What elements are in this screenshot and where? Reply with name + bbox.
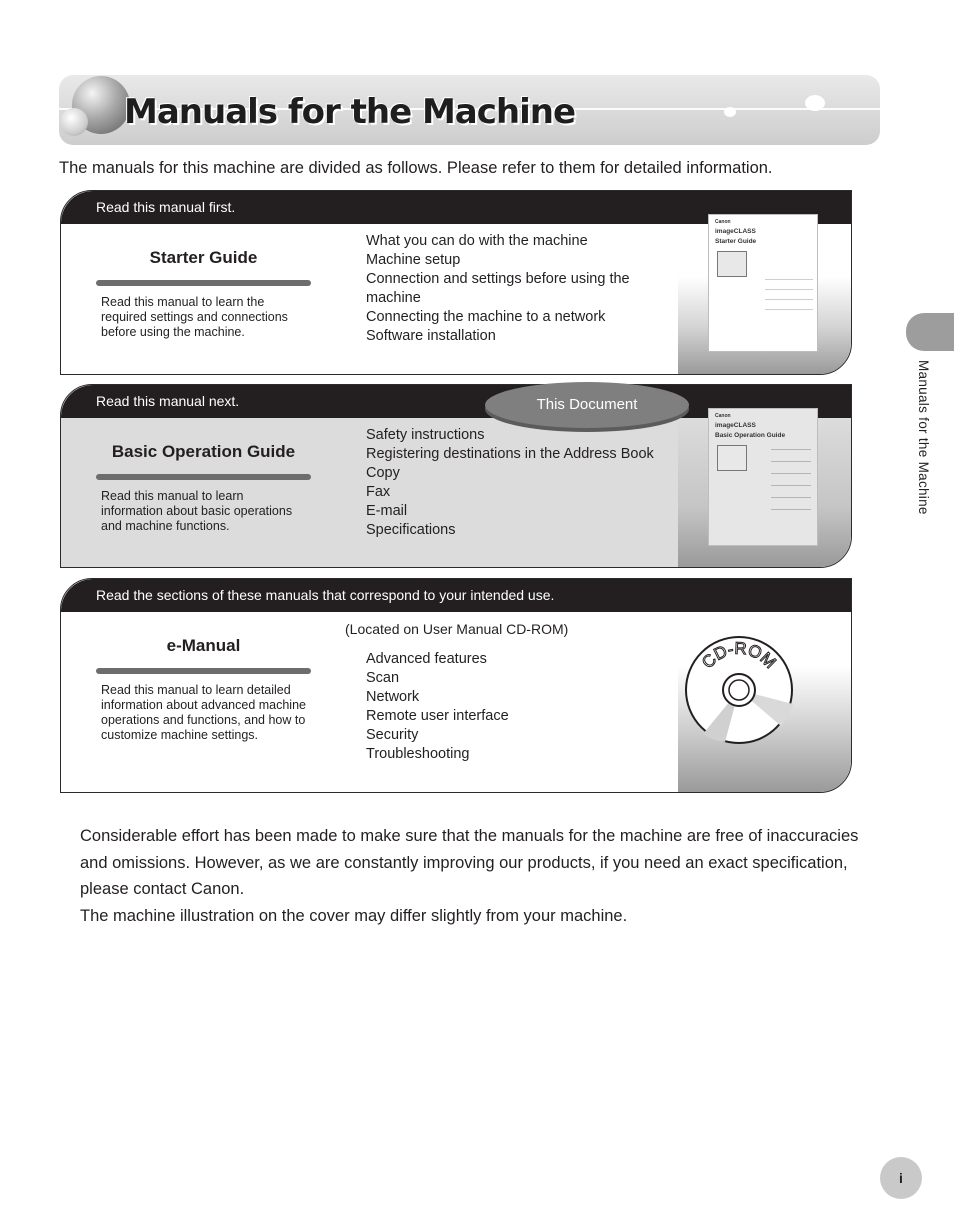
cd-rom-icon: [683, 634, 795, 746]
cover-backdrop: [678, 219, 851, 374]
cover-title: Basic Operation Guide: [715, 432, 786, 439]
cover-rule: [771, 461, 811, 462]
guide-title: Starter Guide: [149, 248, 258, 267]
page-number: i: [880, 1157, 922, 1199]
topic-item: Security: [366, 727, 419, 743]
printer-illustration: [717, 251, 747, 277]
basic-operation-guide-panel: [60, 384, 852, 568]
guide-divider: [96, 280, 311, 286]
topic-list: [366, 426, 666, 540]
chapter-side-label: Manuals for the Machine: [916, 360, 931, 515]
chapter-tab: [906, 313, 954, 351]
cover-rule: [765, 299, 813, 300]
topic-item: Troubleshooting: [366, 746, 470, 762]
section-body: [61, 413, 851, 567]
intro-text: The manuals for this machine are divided as follows. Please refer to them for detailed information.: [59, 159, 773, 177]
cover-title: Starter Guide: [715, 238, 757, 245]
section-bar: Read this manual first.: [61, 191, 851, 224]
topic-item: Registering destinations in the Address Book: [366, 446, 654, 462]
guide-title: Basic Operation Guide: [111, 442, 296, 461]
cover-rule: [765, 309, 813, 310]
topic-item: Network: [366, 689, 420, 705]
cover-rule: [771, 497, 811, 498]
topic-item: Advanced features: [366, 651, 487, 667]
note-paragraph: The machine illustration on the cover may differ slightly from your machine.: [80, 906, 628, 925]
cover-rule: [771, 449, 811, 450]
note-paragraph: Considerable effort has been made to make sure that the manuals for the machine are free of inaccuracies and omissions. However, as we are constantly improving our products, if you need an exact specification, please contact Canon.: [80, 827, 859, 898]
topic-item: Scan: [366, 670, 400, 686]
topic-item: Fax: [366, 484, 391, 500]
banner-dot: [724, 107, 736, 117]
section-body: [61, 612, 851, 792]
section-bar: Read this manual next.: [61, 385, 851, 418]
topic-item: Specifications: [366, 522, 456, 538]
sphere-ornament: [60, 108, 88, 136]
topic-item: Safety instructions: [366, 427, 485, 443]
cd-label: CD-ROM: [698, 638, 780, 673]
section-body: [61, 219, 851, 374]
cover-product: imageCLASS: [715, 422, 756, 429]
topic-list: [366, 650, 666, 764]
guide-description: Read this manual to learn the required settings and connections before using the machine.: [101, 295, 288, 339]
guide-description: Read this manual to learn detailed information about advanced machine operations and functions, and how to customize machine settings.: [101, 683, 306, 742]
page-title: Manuals for the Machine: [124, 92, 576, 132]
topic-item: Remote user interface: [366, 708, 509, 724]
guide-divider: [96, 668, 311, 674]
cover-brand: Canon: [715, 413, 731, 419]
cover-rule: [765, 279, 813, 280]
starter-guide-panel: [60, 190, 852, 375]
cover-product: imageCLASS: [715, 228, 756, 235]
topic-item: Connection and settings before using the machine: [366, 271, 630, 306]
starter-guide-cover-image: [708, 214, 818, 352]
cover-rule: [771, 473, 811, 474]
cover-backdrop: [678, 413, 851, 567]
cover-rule: [771, 485, 811, 486]
topic-item: Software installation: [366, 328, 496, 344]
guide-divider: [96, 474, 311, 480]
guide-description: Read this manual to learn information about basic operations and machine functions.: [101, 489, 293, 533]
this-document-badge: This Document: [485, 382, 689, 428]
topic-item: What you can do with the machine: [366, 233, 588, 249]
cover-brand: Canon: [715, 219, 731, 225]
topic-item: Connecting the machine to a network: [366, 309, 606, 325]
section-bar: Read the sections of these manuals that correspond to your intended use.: [61, 579, 851, 612]
basic-operation-guide-cover-image: [708, 408, 818, 546]
location-note: (Located on User Manual CD-ROM): [345, 621, 569, 637]
e-manual-panel: [60, 578, 852, 793]
cover-rule: [765, 289, 813, 290]
topic-item: Machine setup: [366, 252, 461, 268]
notes-block: [80, 823, 880, 929]
topic-item: E-mail: [366, 503, 408, 519]
cover-rule: [771, 509, 811, 510]
cover-backdrop: [678, 612, 851, 792]
topic-list: [366, 232, 656, 346]
printer-illustration: [717, 445, 747, 471]
banner-dot: [805, 95, 825, 111]
guide-title: e-Manual: [166, 636, 241, 655]
topic-item: Copy: [366, 465, 400, 481]
